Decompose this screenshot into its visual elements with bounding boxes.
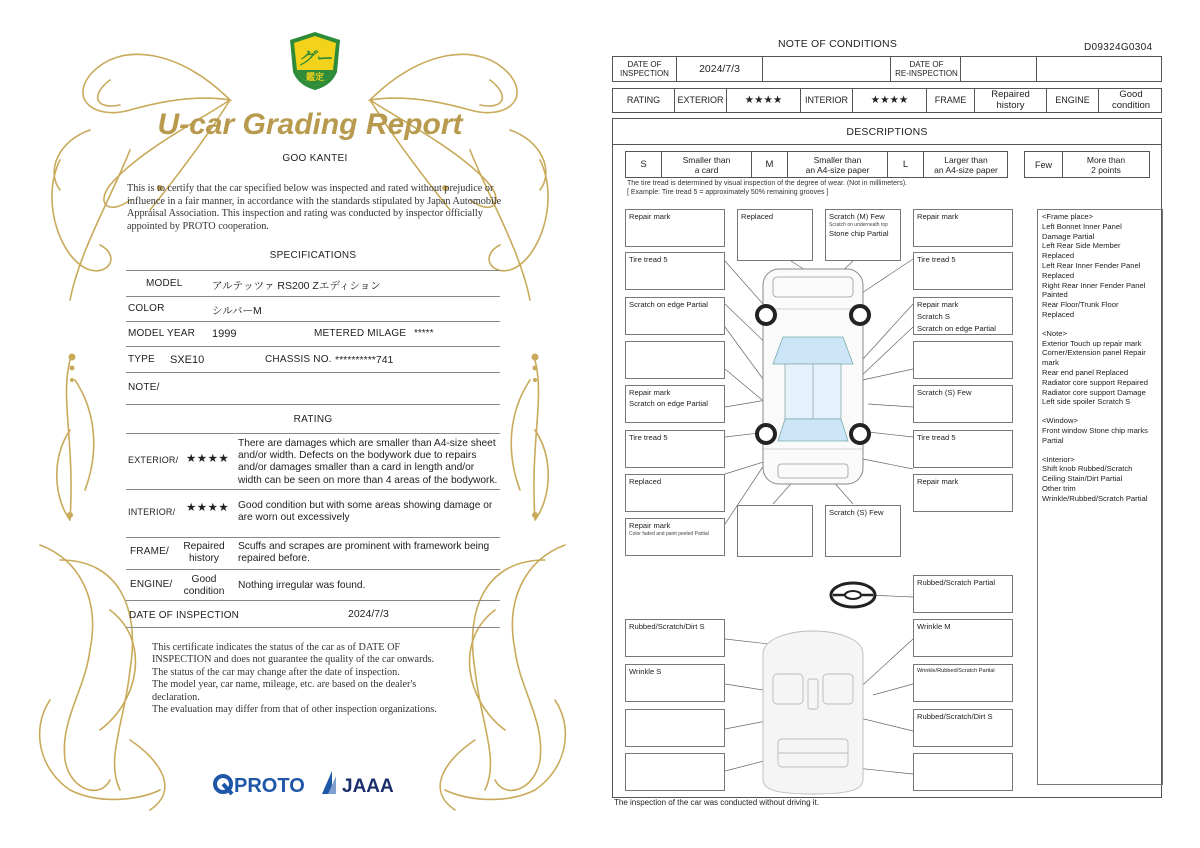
note-text: Wrinkle M [917,622,951,631]
frame-description: Scuffs and scrapes are prominent with framework being repaired before. [238,541,490,565]
note-text: Wrinkle/Rubbed/Scratch Partial [917,668,995,674]
exterior-note-box [625,209,725,247]
list-item: <Window> [1042,416,1078,426]
note-text: Rubbed/Scratch/Dirt S [917,712,993,721]
note-label: NOTE/ [128,382,160,393]
interior-note-box [913,753,1013,791]
type-value: SXE10 [170,354,205,366]
note-text: Tire tread 5 [917,255,956,264]
interior-note-box [625,664,725,702]
engine-value-line-1: Good [191,574,217,585]
interior-label: INTERIOR/ [128,507,176,517]
exterior-note-box [913,385,1013,423]
note-text: Tire tread 5 [917,433,956,442]
descriptions-panel [612,118,1162,798]
note-text: Repair mark [629,212,671,221]
legend-line: an A4-size paper [934,164,998,175]
note-text: Repair mark [917,212,959,221]
exterior-stars: ★★★★ [186,453,230,465]
legend-m: M [752,152,788,177]
type-label: TYPE [128,354,155,365]
list-item: Radiator core support Repaired [1042,377,1148,387]
rating-row [612,88,1162,113]
model-year-value: 1999 [212,328,237,340]
disclaimer-line: INSPECTION and does not guarantee the quality of the car onwards. [152,654,435,666]
model-value: アルテッツァ RS200 Zエディション [212,280,381,292]
legend-line: Larger than [944,154,988,165]
date-of-inspection-value: 2024/7/3 [677,57,763,81]
interior-note-box [625,709,725,747]
label-line: INSPECTION [620,69,669,78]
chassis-label: CHASSIS NO. [265,354,332,365]
divider [126,600,500,601]
note-detail: Scratch on underneath top [829,222,888,228]
exterior-note-box [825,209,901,261]
steering-wheel-icon [831,583,875,607]
interior-label: INTERIOR [801,89,853,112]
divider [126,537,500,538]
list-item: Other trim [1042,483,1076,493]
engine-label: ENGINE/ [130,579,173,590]
disclaimer-line: The model year, car name, mileage, etc. are based on the dealer's [152,679,417,691]
rating-heading: RATING [293,414,333,425]
divider [126,489,500,490]
divider [126,321,500,322]
frame-value-line-1: Repaired [183,541,225,552]
note-text: Replaced [629,477,662,486]
note-text: Repair mark [917,477,959,486]
exterior-note-box [825,505,901,557]
list-item: Rear Floor/Trunk Floor [1042,300,1119,310]
date-of-inspection-label: DATE OF INSPECTION [129,610,240,621]
divider [126,270,500,271]
divider [126,627,500,628]
exterior-note-box [625,474,725,512]
exterior-note-box [737,209,813,261]
interior-note-box [913,619,1013,657]
label-line: RE-INSPECTION [895,69,958,78]
note-text: Replaced [741,212,774,221]
frame-value [176,541,232,565]
disclaimer-line: This certificate indicates the status of the car as of DATE OF [152,642,401,653]
engine-label: ENGINE [1047,89,1099,112]
date-of-inspection-value: 2024/7/3 [348,608,389,620]
note-text: Scratch on edge Partial [629,399,708,408]
date-row [612,56,1162,82]
value-line: Good [1119,89,1143,100]
exterior-note-box [625,518,725,556]
certification-statement: This is to certify that the car specified below was inspected and rated without prejudice or influence in a fair manner, in accordance with the standards stipulated by Japan Automobile Appraisal Association. This inspection and rating was conducted by inspector officially appointed by PROTO cooperation. [127,183,502,232]
note-text: Repair mark [629,388,671,397]
legend-l: L [888,152,924,177]
note-line: [ Example: Tire tread 5 = approximately 50% remaining grooves ] [627,189,829,196]
value-line: history [996,99,1025,111]
subtitle: GOO KANTEI [282,153,348,164]
engine-description: Nothing irregular was found. [238,580,366,591]
note-text: Scratch (S) Few [917,388,972,397]
goo-kantei-badge-icon [287,30,343,92]
legend-line: Smaller than [682,154,731,165]
driving-disclaimer: The inspection of the car was conducted without driving it. [614,798,819,807]
engine-value [1099,89,1163,112]
exterior-note-box [913,474,1013,512]
condition-notes-list [1037,209,1163,785]
list-spacer [1042,320,1158,329]
label-line: DATE OF [909,60,944,69]
car-body-shape [763,269,863,484]
rating-label: RATING [613,89,675,112]
color-label: COLOR [128,303,165,314]
list-item: Painted [1042,290,1068,300]
note-text: Rubbed/Scratch/Dirt S [629,622,705,631]
list-item: Replaced [1042,309,1075,319]
list-item: Left Bonnet Inner Panel [1042,221,1122,231]
frame-label: FRAME/ [130,546,169,557]
jaaa-logo [318,768,398,798]
list-item: Left side spoiler Scratch S [1042,397,1131,407]
divider [126,346,500,347]
note-text: Stone chip Partial [829,229,889,238]
list-spacer [1042,407,1158,416]
document-id: D09324G0304 [1084,42,1153,53]
list-item: Exterior Touch up repair mark [1042,338,1142,348]
list-item: Rear end panel Replaced [1042,367,1129,377]
exterior-note-box [913,209,1013,247]
list-item: Wrinkle/Rubbed/Scratch Partial [1042,493,1148,503]
svg-text:グー: グー [298,49,332,68]
list-item: Replaced [1042,270,1075,280]
list-item: Replaced [1042,251,1075,261]
divider [126,296,500,297]
note-text: Scratch (S) Few [829,508,884,517]
list-item: Damage Partial [1042,231,1095,241]
note-text: Scratch (M) Few [829,212,885,221]
legend-line: Smaller than [813,154,862,165]
value-line: Repaired [991,89,1030,100]
exterior-note-box [625,297,725,335]
engine-value-line-2: condition [183,586,225,597]
list-item: Ceiling Stain/Dirt Partial [1042,474,1123,484]
svg-text:JAAA: JAAA [342,776,394,797]
exterior-description: There are damages which are smaller than A4-size sheet and/or width. Defects on the bodywork due to repairs and/or damages smaller than a card in length and/or width can be seen on more than 4 areas of the bodywork. [238,438,498,486]
exterior-note-box [737,505,813,557]
note-text: Wrinkle S [629,667,662,676]
svg-text:PROTO: PROTO [234,775,305,797]
frame-value [975,89,1047,112]
specifications-heading: SPECIFICATIONS [269,250,357,261]
descriptions-heading: DESCRIPTIONS [613,119,1161,145]
exterior-note-box [625,252,725,290]
exterior-note-box [625,385,725,423]
note-of-conditions [600,0,1200,848]
chassis-value: **********741 [335,354,394,366]
interior-note-box [625,753,725,791]
list-item: Front window Stone chip marks Partial [1042,425,1148,445]
empty-cell [763,57,891,81]
interior-note-box [913,575,1013,613]
legend-line: More than [1086,154,1126,165]
engine-value [176,574,232,598]
note-line: The tire tread is determined by visual inspection of the degree of wear. (Not in millimeters). [627,180,908,187]
note-text: Repair mark [917,300,959,309]
exterior-label: EXTERIOR [675,89,727,112]
note-text: Scratch on edge Partial [629,300,708,309]
exterior-note-box [913,252,1013,290]
note-text: Scratch on edge Partial [917,324,996,333]
list-item: <Note> [1042,328,1067,338]
report-title [150,100,470,146]
value-line: condition [1111,99,1151,111]
model-year-label: MODEL YEAR [128,328,196,339]
interior-stars: ★★★★ [853,89,927,112]
list-item: Left Rear Inner Fender Panel [1042,260,1141,270]
note-text: Repair mark [629,521,671,530]
list-spacer [1042,446,1158,455]
exterior-note-box [913,341,1013,379]
proto-logo [212,770,312,798]
legend-few: Few [1025,152,1063,177]
exterior-note-box [913,297,1013,335]
legend-line: an A4-size paper [805,164,870,175]
interior-note-box [625,619,725,657]
date-of-inspection-label [613,57,677,81]
exterior-note-box [913,430,1013,468]
note-text: Rubbed/Scratch Partial [917,578,996,587]
list-item: Radiator core support Damage [1042,387,1146,397]
svg-text:鑑定: 鑑定 [305,72,325,82]
note-text: Scratch S [917,312,950,321]
list-item: <Interior> [1042,454,1075,464]
svg-text:U-car Grading Report: U-car Grading Report [157,108,463,141]
list-item: Shift knob Rubbed/Scratch [1042,464,1133,474]
label-line: DATE OF [627,60,662,69]
divider [126,433,500,434]
legend-line: 2 points [1091,164,1121,175]
note-text: Tire tread 5 [629,255,668,264]
color-value: シルバーM [212,305,262,317]
interior-note-box [913,709,1013,747]
reinspection-label [893,57,961,81]
metered-mileage-label: METERED MILAGE [314,328,407,339]
note-text: Tire tread 5 [629,433,668,442]
model-label: MODEL [146,278,183,289]
exterior-note-box [625,341,725,379]
reinspection-value [961,57,1037,81]
disclaimer-line: declaration. [152,691,200,703]
divider [126,569,500,570]
empty-cell [1037,57,1163,81]
divider [126,404,500,405]
note-title: NOTE OF CONDITIONS [777,38,898,50]
exterior-stars: ★★★★ [727,89,801,112]
disclaimer [152,642,482,716]
car-interior-diagram [763,631,863,794]
exterior-label: EXTERIOR/ [128,455,179,465]
disclaimer-line: The evaluation may differ from that of other inspection organizations. [152,704,437,716]
note-detail: Color faded and paint peeled Partial [629,531,709,537]
frame-value-line-2: history [188,553,219,564]
interior-description: Good condition but with some areas showing damage or are worn out excessively [238,500,493,524]
disclaimer-line: The status of the car may change after the date of inspection. [152,666,400,678]
list-item: Left Rear Side Member [1042,241,1121,251]
list-item: Corner/Extension panel Repair mark [1042,348,1146,368]
list-item: <Frame place> [1042,212,1094,221]
interior-stars: ★★★★ [186,502,230,514]
list-item: Right Rear Inner Fender Panel [1042,280,1146,290]
divider [126,372,500,373]
legend-s: S [626,152,662,177]
interior-note-box [913,664,1013,702]
frame-label: FRAME [927,89,975,112]
metered-mileage-value: ***** [414,328,434,339]
legend-line: a card [694,164,719,175]
exterior-note-box [625,430,725,468]
